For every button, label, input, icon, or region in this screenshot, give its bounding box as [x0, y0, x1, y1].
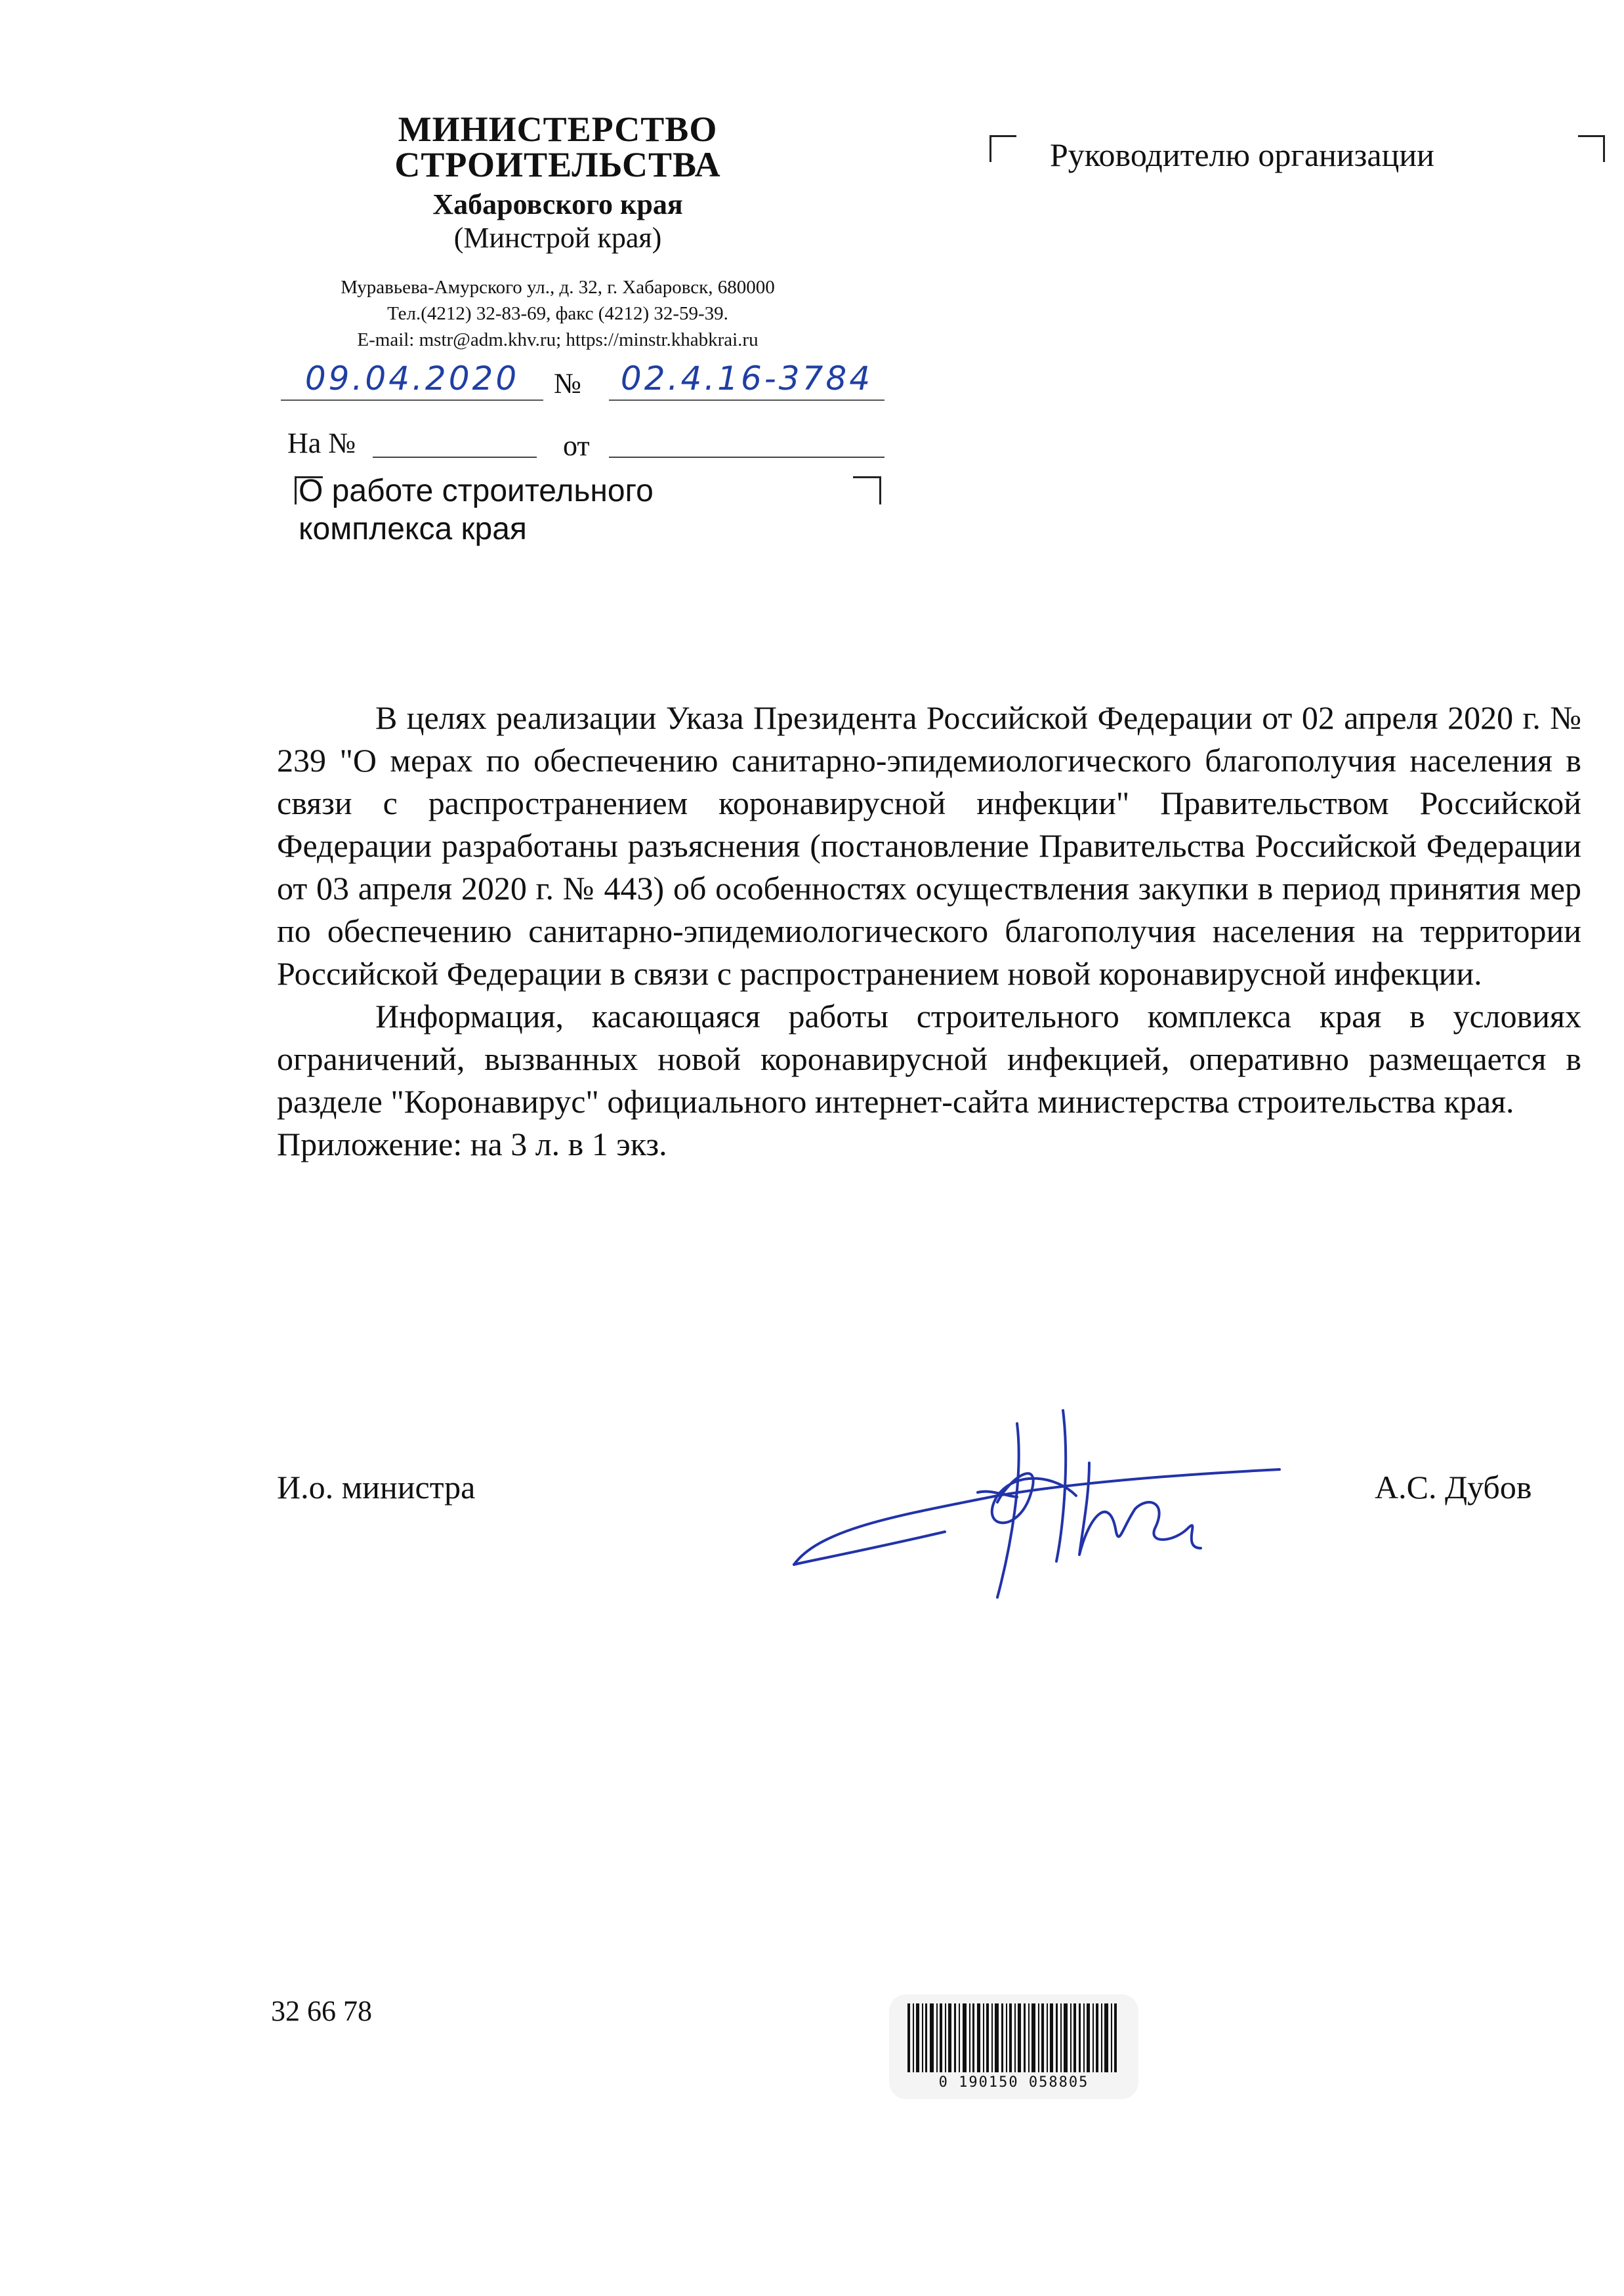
barcode-number: 0 190150 058805: [938, 2074, 1089, 2091]
org-address: Муравьева-Амурского ул., д. 32, г. Хабаровск, 680000: [341, 277, 775, 298]
body-paragraph-2: Информация, касающаяся работы строительного комплекса края в условиях ограничений, вызванных новой коронавирусной инфекцией, оперативно размещается в разделе "Коронавирус" официального интернет-сайта министерства строительства края.: [277, 998, 1581, 1120]
signatory-name: А.С. Дубов: [1375, 1469, 1532, 1506]
subject-corner-right: [853, 476, 881, 504]
barcode-icon: [907, 2003, 1117, 2072]
signatory-title: И.о. министра: [277, 1469, 476, 1506]
executor-phone: 32 66 78: [271, 1995, 372, 2027]
letter-subject: [299, 472, 876, 548]
body-paragraph-1: В целях реализации Указа Президента Российской Федерации от 02 апреля 2020 г. № 239 "О мерах по обеспечению санитарно-эпидемиологического благополучия населения в связи с распространением коронавирусной инфекции" Правительством Российской Федерации разработаны разъяснения (постановление Правительства Российской Федерации от 03 апреля 2020 г. № 443) об особенностях осуществления закупки в период принятия мер по обеспечению санитарно-эпидемиологического благополучия населения на территории Российской Федерации в связи с распространением новой коронавирусной инфекции.: [277, 699, 1581, 992]
org-region: Хабаровского края: [432, 188, 683, 220]
addressee-corner-right: [1578, 135, 1605, 162]
attachment-note: Приложение: на 3 л. в 1 экз.: [277, 1126, 667, 1162]
registration-date: 09.04.2020: [281, 358, 543, 401]
addressee-corner-left: [989, 135, 1016, 162]
reference-date-label: от: [563, 430, 590, 462]
org-name-line-1: МИНИСТЕРСТВО: [398, 110, 718, 149]
registration-number-sign: №: [554, 367, 581, 400]
reference-line: [287, 426, 891, 466]
reference-number-blank: [373, 457, 537, 458]
letter-body: [277, 697, 1581, 1166]
reference-number-label: На №: [287, 427, 356, 459]
subject-corner-left: [295, 476, 323, 504]
subject-line-2: комплекса края: [299, 512, 527, 546]
registration-number: 02.4.16-3784: [609, 358, 885, 401]
registration-line: [281, 358, 885, 403]
subject-line-1: О работе строительного: [299, 474, 654, 508]
barcode-sticker: [889, 1994, 1138, 2099]
org-name-line-2: СТРОИТЕЛЬСТВА: [394, 145, 721, 184]
org-contacts: [262, 274, 853, 353]
letterhead: [262, 112, 853, 353]
org-phone: Тел.(4212) 32-83-69, факс (4212) 32-59-39.: [387, 303, 728, 324]
addressee: Руководителю организации: [1050, 136, 1434, 173]
handwritten-signature: [781, 1397, 1293, 1620]
reference-date-blank: [609, 457, 885, 458]
org-email-web: E-mail: mstr@adm.khv.ru; https://minstr.khabkrai.ru: [357, 329, 759, 350]
org-short-name: (Минстрой края): [453, 222, 662, 254]
